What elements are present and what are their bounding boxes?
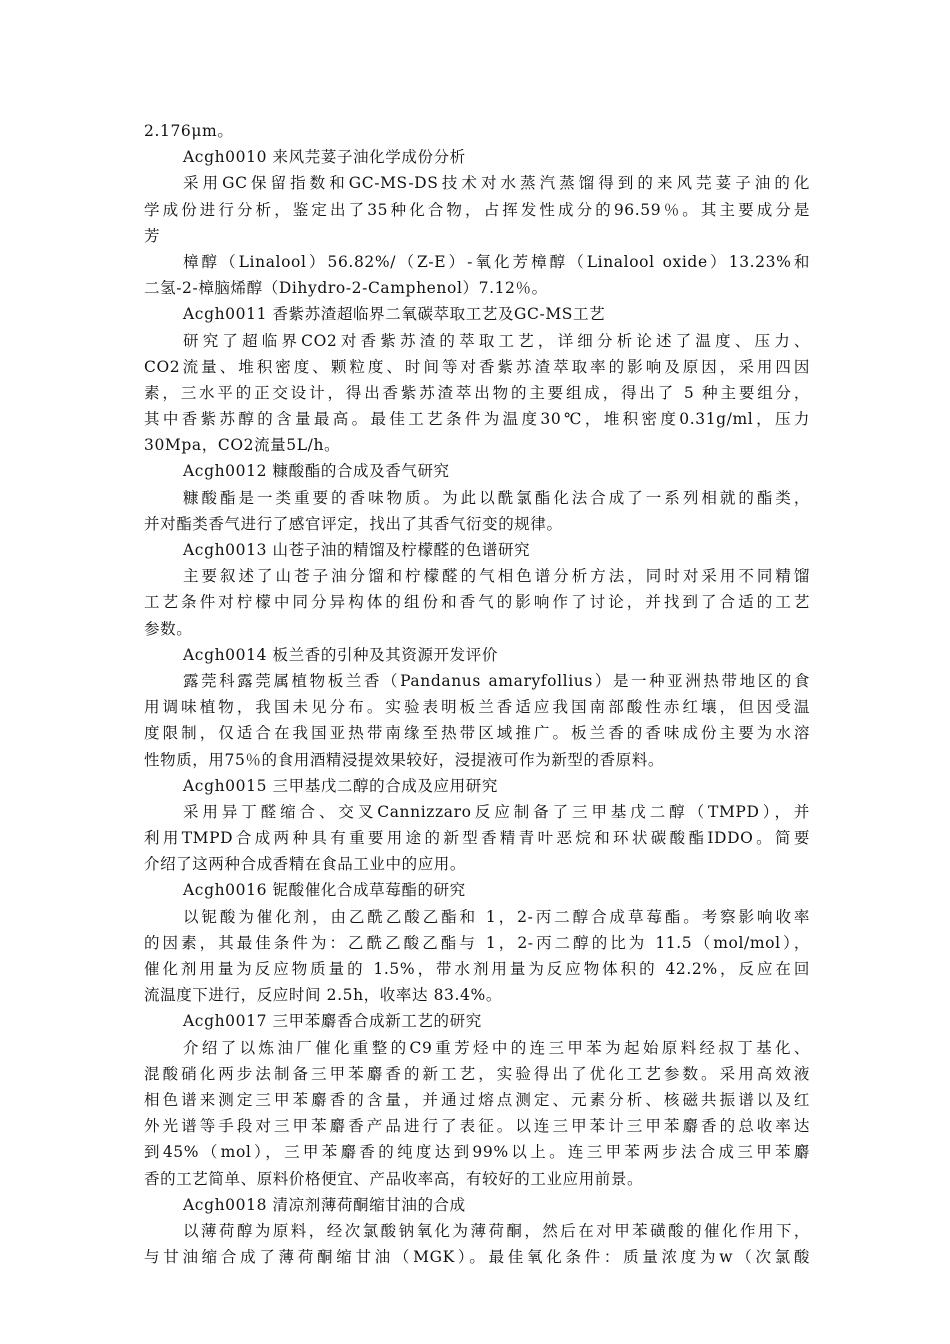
text-line: 介绍了以炼油厂催化重整的C9重芳烃中的连三甲苯为起始原料经叔丁基化、 [183,1038,810,1057]
text-line: 性物质，用75％的食用酒精浸提效果较好，浸提液可作为新型的香原料。 [144,750,665,769]
text-line: 流温度下进行，反应时间 2.5h，收率达 83.4%。 [144,986,502,1005]
text-line: 相色谱来测定三甲苯麝香的含量，并通过熔点测定、元素分析、核磁共振谱以及红 [144,1090,810,1109]
text-line: 到45%（mol），三甲苯麝香的纯度达到99%以上。连三甲苯两步法合成三甲苯麝 [144,1143,810,1162]
text-line: Acgh0010 来风芫荽子油化学成份分析 [183,148,466,167]
text-line: 研究了超临界CO2对香紫苏渣的萃取工艺，详细分析论述了温度、压力、 [183,331,810,350]
text-line: 采用异丁醛缩合、交叉Cannizzaro反应制备了三甲基戊二醇（TMPD），并 [183,802,810,821]
text-line: 其中香紫苏醇的含量最高。最佳工艺条件为温度30℃，堆积密度0.31g/ml，压力 [144,410,810,429]
text-line: 露莞科露莞属植物板兰香（Pandanus amaryfollius）是一种亚洲热带地区的食 [183,671,810,690]
text-line: 糠酸酯是一类重要的香味物质。为此以酰氯酯化法合成了一系列相就的酯类， [183,488,810,507]
text-line: 催化剂用量为反应物质量的 1.5%，带水剂用量为反应物体积的 42.2%，反应在回 [144,960,810,978]
text-line: 参数。 [144,619,193,638]
text-line: 利用TMPD合成两种具有重要用途的新型香精青叶恶烷和环状碳酸酯IDDO。简要 [144,829,810,848]
text-line: 以铌酸为催化剂，由乙酰乙酸乙酯和 1，2-丙二醇合成草莓酯。考察影响收率 [183,907,810,926]
text-line: Acgh0011 香紫苏渣超临界二氧碳萃取工艺及GC-MS工艺 [183,305,606,324]
text-line: 用调味植物，我国未见分布。实验表明板兰香适应我国南部酸性赤红壤，但因受温 [144,698,810,717]
text-line: 学成份进行分析，鉴定出了35种化合物，占挥发性成分的96.59％。其主要成分是 [144,200,810,219]
text-line: Acgh0012 糠酸酯的合成及香气研究 [183,462,450,481]
text-line: 30Mpa，CO2流量5L/h。 [144,436,341,455]
text-line: 工艺条件对柠檬中同分异构体的组份和香气的影响作了讨论，并找到了合适的工艺 [144,593,810,612]
text-line: Acgh0018 清凉剂薄荷酮缩甘油的合成 [183,1195,466,1214]
text-line: 二氢-2-樟脑烯醇（Dihydro-2-Camphenol）7.12％。 [144,279,548,298]
document-page [144,118,810,1270]
text-line: 混酸硝化两步法制备三甲苯麝香的新工艺，实验得出了优化工艺参数。采用高效液 [144,1064,810,1083]
text-line: Acgh0013 山苍子油的精馏及柠檬醛的色谱研究 [183,541,531,559]
text-line: 香的工艺简单、原料价格便宜、产品收率高，有较好的工业应用前景。 [144,1169,644,1188]
text-line: 并对酯类香气进行了感官评定，找出了其香气衍变的规律。 [144,514,563,533]
text-line: 采用GC保留指数和GC-MS-DS技术对水蒸汽蒸馏得到的来风芫荽子油的化 [183,174,810,193]
text-line: Acgh0016 铌酸催化合成草莓酯的研究 [183,881,466,900]
text-line: Acgh0014 板兰香的引种及其资源开发评价 [183,645,498,664]
text-line: 樟醇（Linalool）56.82%/（Z-E）-氧化芳樟醇（Linalool oxide）13.23%和 [183,252,810,271]
text-line: Acgh0017 三甲苯麝香合成新工艺的研究 [183,1012,482,1031]
text-line: 2.176μm。 [144,122,234,140]
text-line: 与甘油缩合成了薄荷酮缩甘油（MGK）。最佳氧化条件：质量浓度为w（次氯酸 [144,1248,810,1267]
text-line: 以薄荷醇为原料，经次氯酸钠氧化为薄荷酮，然后在对甲苯磺酸的催化作用下， [183,1221,810,1240]
text-line: 度限制，仅适合在我国亚热带南缘至热带区域推广。板兰香的香味成份主要为水溶 [144,724,810,743]
text-line: 主要叙述了山苍子油分馏和柠檬醛的气相色谱分析方法，同时对采用不同精馏 [183,567,810,586]
text-line: 介绍了这两种合成香精在食品工业中的应用。 [144,855,467,874]
text-line: 芳 [144,226,161,245]
text-line: Acgh0015 三甲基戊二醇的合成及应用研究 [183,776,498,795]
text-line: CO2流量、堆积密度、颗粒度、时间等对香紫苏渣萃取率的影响及原因，采用四因 [144,357,810,376]
text-line: 的因素，其最佳条件为：乙酰乙酸乙酯与 1，2-丙二醇的比为 11.5（mol/mol）， [144,933,810,952]
text-line: 外光谱等手段对三甲苯麝香产品进行了表征。以连三甲苯计三甲苯麝香的总收率达 [144,1117,810,1136]
text-line: 素，三水平的正交设计，得出香紫苏渣萃出物的主要组成，得出了 5 种主要组分， [144,383,810,402]
